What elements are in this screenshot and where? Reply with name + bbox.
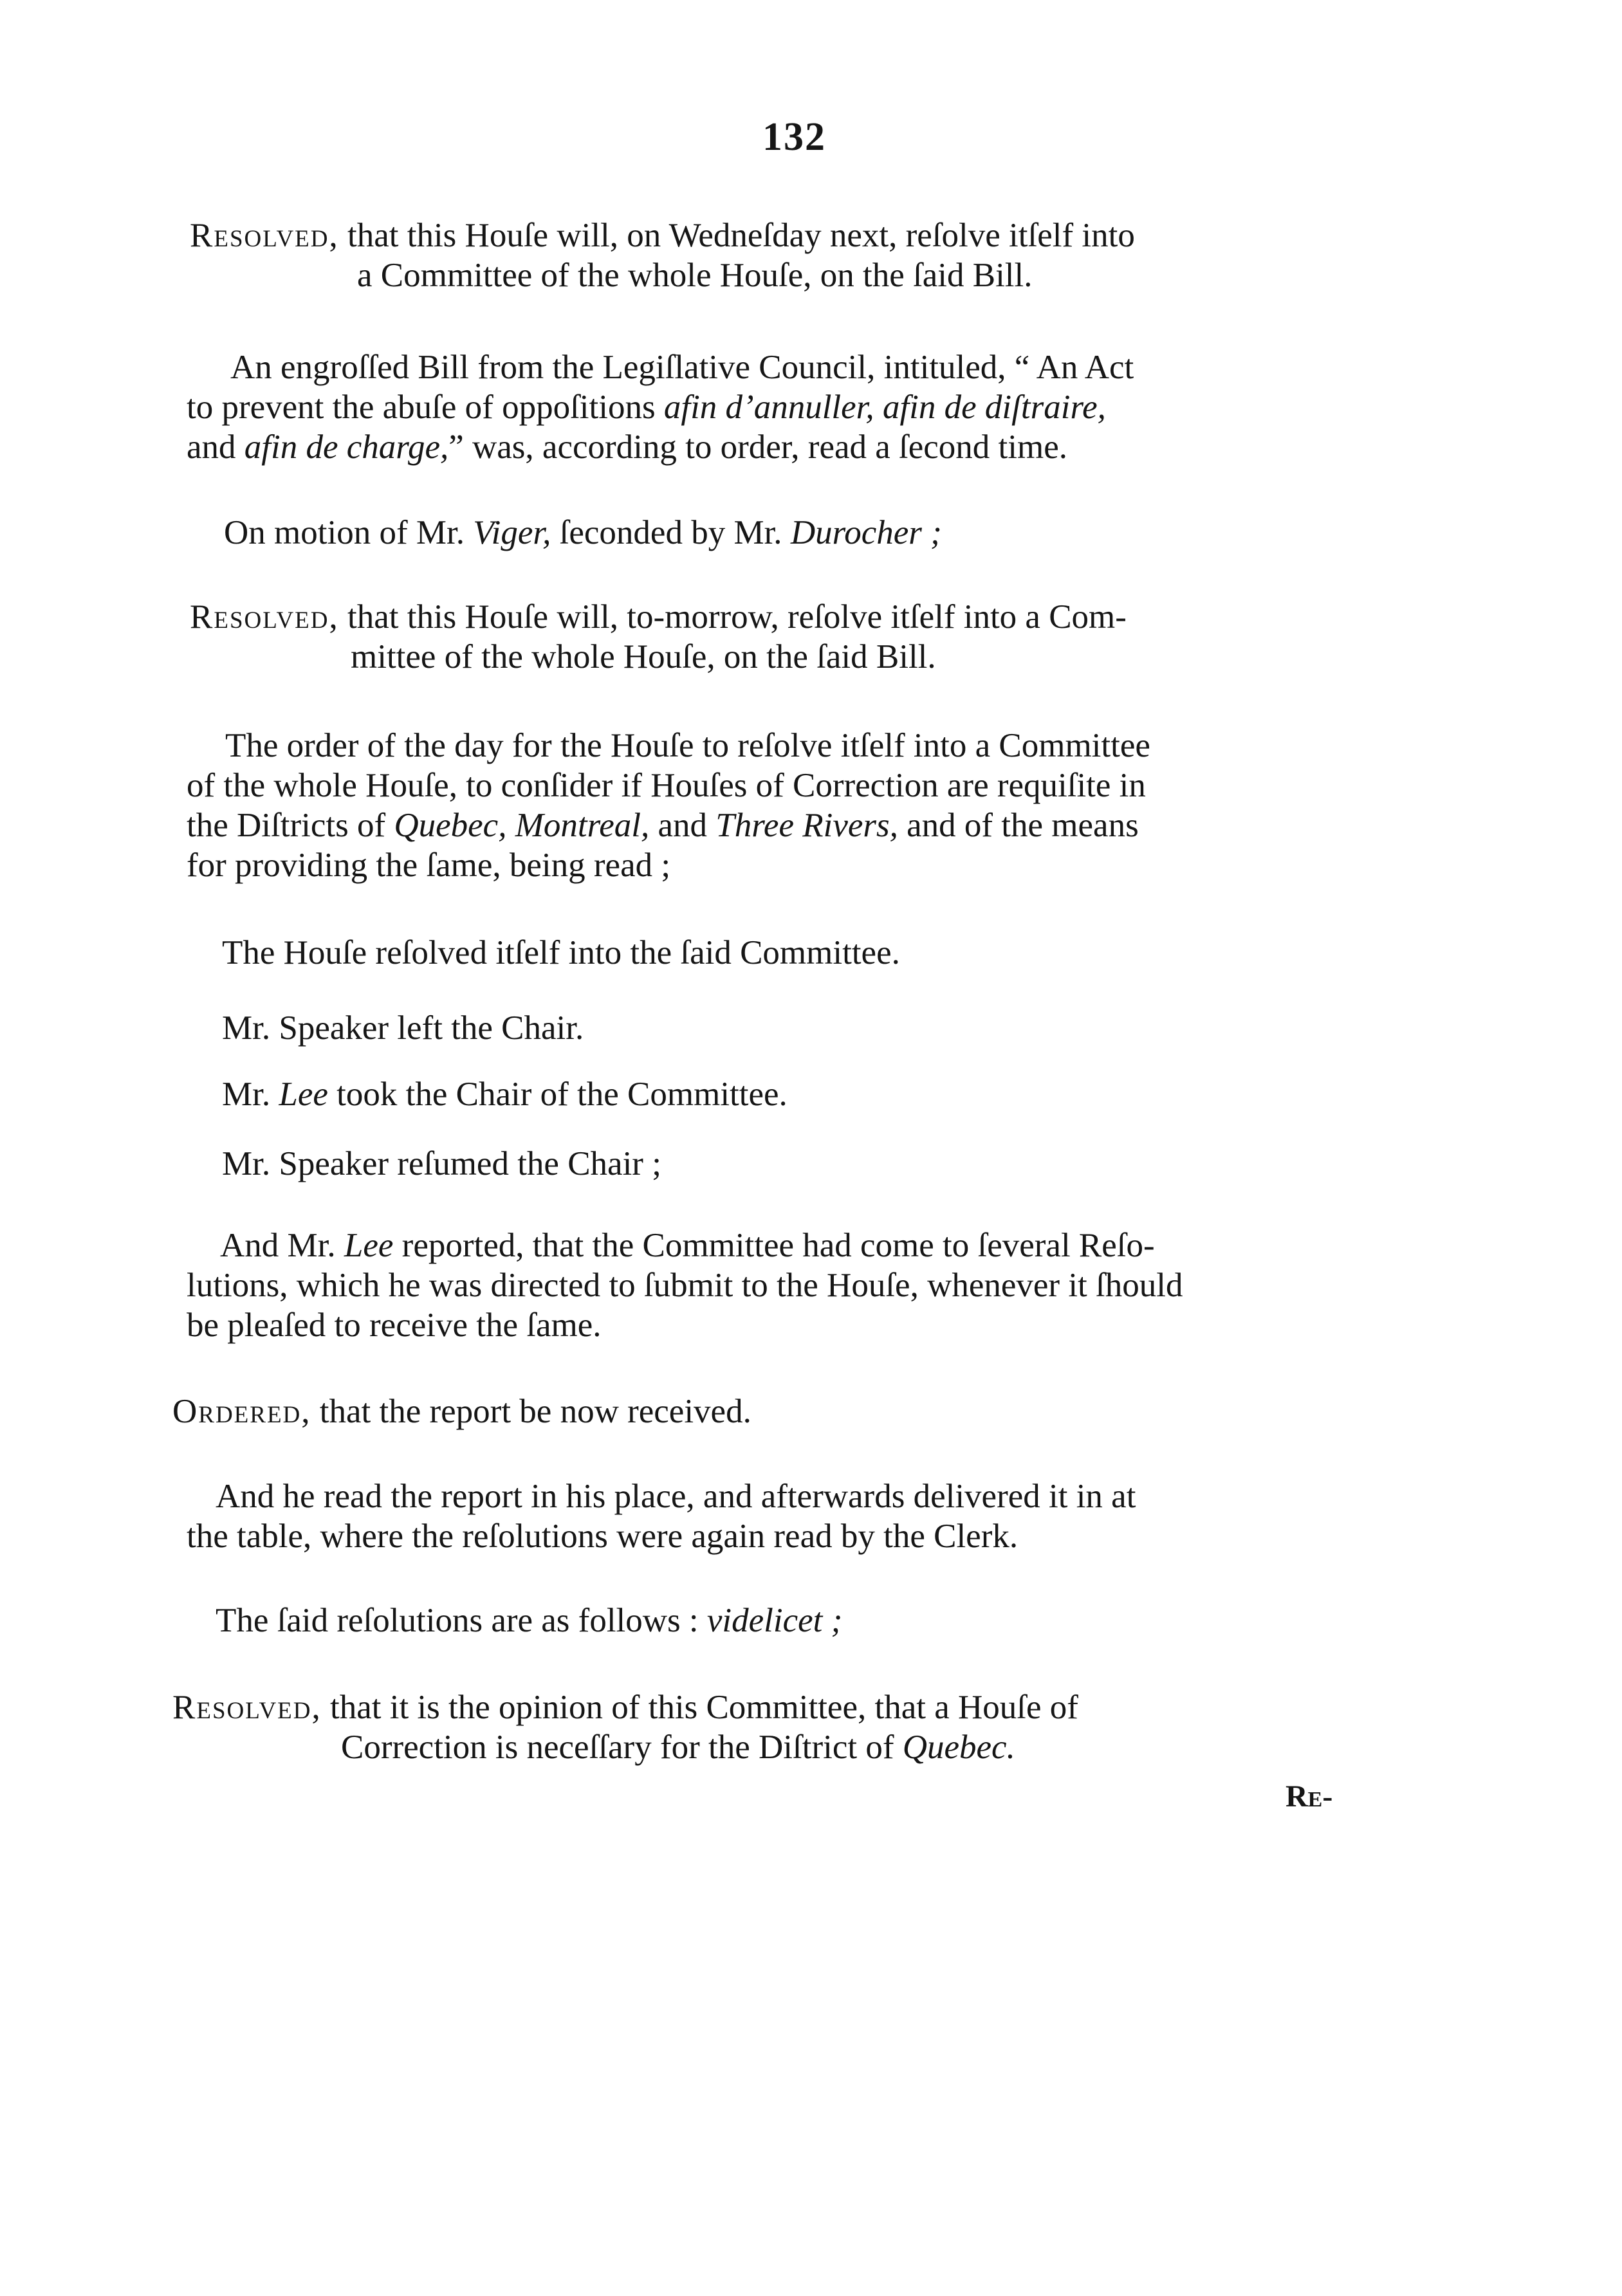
text-paragraph bbox=[216, 1601, 842, 1640]
text-line: Resolved, that it is the opinion of this Committee, that a Houſe of bbox=[172, 1689, 1078, 1726]
text-paragraph bbox=[222, 1008, 584, 1048]
report-paragraph bbox=[187, 1226, 1183, 1345]
text-line: Ordered, that the report be now received. bbox=[172, 1393, 751, 1430]
text-paragraph bbox=[222, 1144, 661, 1184]
text-line: the Diſtricts of Quebec, Montreal, and Three Rivers, and of the means bbox=[187, 807, 1139, 844]
text-line: of the whole Houſe, to conſider if Houſes of Correction are requiſite in bbox=[187, 767, 1146, 804]
page-number: 132 bbox=[762, 115, 826, 159]
text-line: The Houſe reſolved itſelf into the ſaid Committee. bbox=[222, 934, 900, 971]
text-line: and afin de charge,” was, according to order, read a ſecond time. bbox=[187, 428, 1067, 466]
ordered-label: Ordered, bbox=[172, 1393, 311, 1430]
resolution-paragraph bbox=[172, 1687, 1078, 1767]
text-line: Mr. Lee took the Chair of the Committee. bbox=[222, 1076, 788, 1113]
text-line: a Committee of the whole Houſe, on the ſaid Bill. bbox=[357, 257, 1033, 294]
ordered-paragraph bbox=[172, 1391, 751, 1431]
text-line: Resolved, that this Houſe will, to-morrow, reſolve itſelf into a Com- bbox=[190, 598, 1127, 636]
resolution-paragraph bbox=[190, 216, 1135, 295]
text-paragraph bbox=[222, 933, 900, 973]
text-line: lutions, which he was directed to ſubmit to the Houſe, whenever it ſhould bbox=[187, 1267, 1183, 1304]
text-line: The ſaid reſolutions are as follows : videlicet ; bbox=[216, 1602, 843, 1639]
catchword: Re- bbox=[1286, 1779, 1333, 1814]
bill-paragraph bbox=[187, 347, 1134, 467]
text-line: The order of the day for the Houſe to reſolve itſelf into a Committee bbox=[225, 727, 1150, 764]
text-paragraph bbox=[187, 1476, 1136, 1556]
resolved-label: Resolved, bbox=[190, 217, 339, 254]
text-line: Mr. Speaker left the Chair. bbox=[222, 1009, 584, 1047]
text-line: for providing the ſame, being read ; bbox=[187, 847, 671, 884]
resolved-label: Resolved, bbox=[190, 598, 339, 636]
text-line: Resolved, that this Houſe will, on Wedneſday next, reſolve itſelf into bbox=[190, 217, 1135, 254]
text-line: the table, where the reſolutions were again read by the Clerk. bbox=[187, 1518, 1018, 1555]
motion-paragraph bbox=[224, 513, 942, 553]
text-paragraph bbox=[222, 1074, 788, 1114]
text-line: Correction is neceſſary for the Diſtrict of Quebec. bbox=[341, 1729, 1015, 1766]
text-line: be pleaſed to receive the ſame. bbox=[187, 1307, 602, 1344]
order-of-day-paragraph bbox=[187, 726, 1150, 885]
text-line: Mr. Speaker reſumed the Chair ; bbox=[222, 1145, 661, 1182]
text-line: And he read the report in his place, and afterwards delivered it in at bbox=[216, 1478, 1136, 1515]
text-line: And Mr. Lee reported, that the Committee had come to ſeveral Reſo- bbox=[220, 1227, 1155, 1264]
resolution-paragraph bbox=[190, 597, 1127, 677]
text-line: On motion of Mr. Viger, ſeconded by Mr. Durocher ; bbox=[224, 514, 942, 551]
text-line: to prevent the abuſe of oppoſitions afin d’annuller, afin de diſtraire, bbox=[187, 389, 1106, 426]
text-line: An engroſſed Bill from the Legiſlative Council, intituled, “ An Act bbox=[230, 349, 1134, 386]
text-line: mittee of the whole Houſe, on the ſaid Bill. bbox=[351, 638, 936, 675]
resolved-label: Resolved, bbox=[172, 1689, 322, 1726]
